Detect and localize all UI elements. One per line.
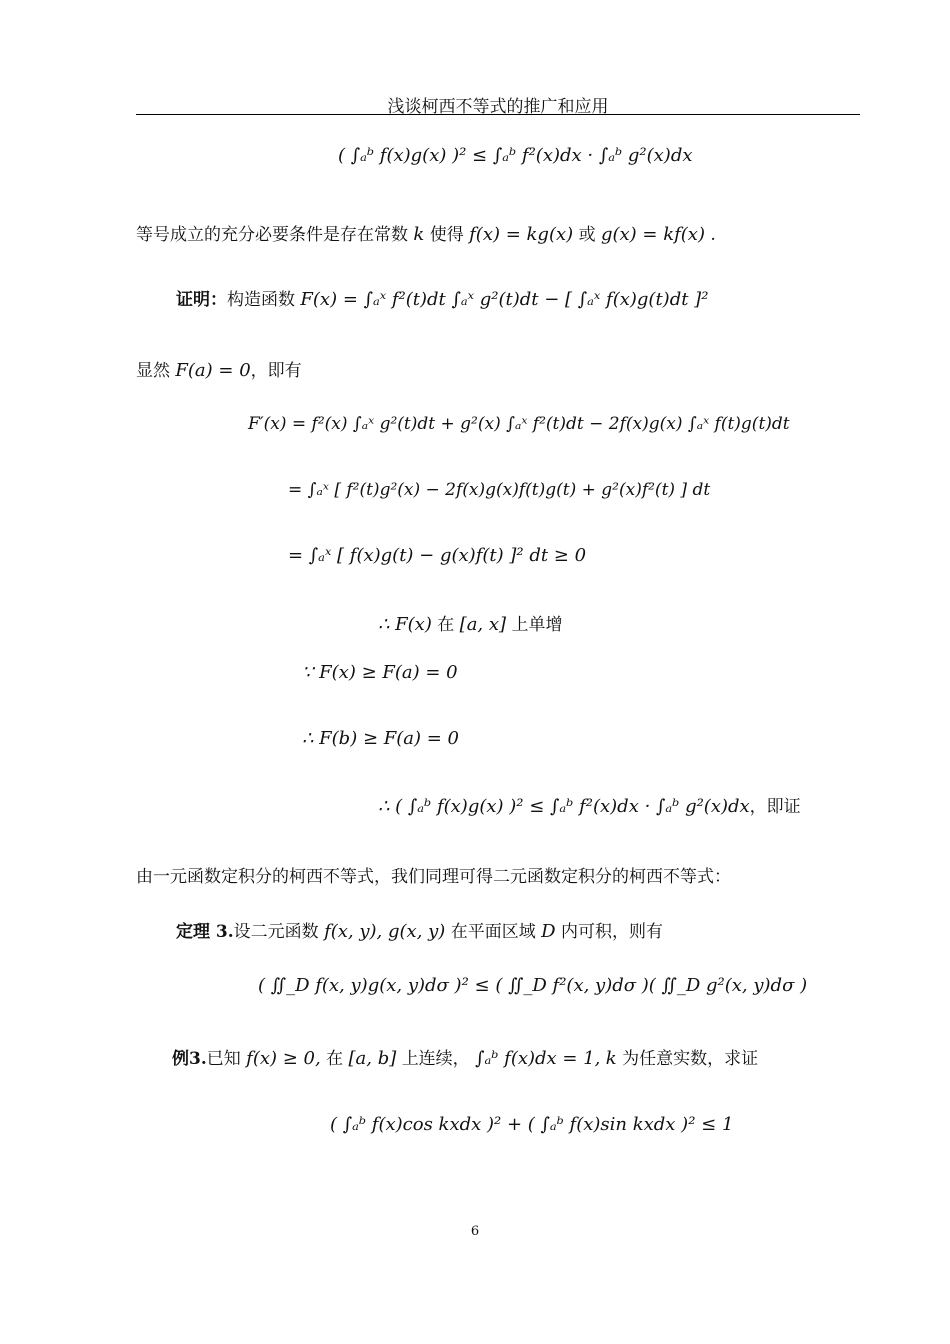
theorem-label: 定理 3. [176, 922, 234, 942]
initial-value-formula: F(a) = 0 [175, 360, 251, 381]
theorem-3-line [176, 917, 663, 942]
example-condition: f(x) ≥ 0, [246, 1048, 321, 1069]
example-text-2: 在 [326, 1049, 344, 1069]
page-number: 6 [470, 1224, 480, 1239]
interval-a-b: [a, b] [348, 1048, 397, 1069]
theorem-functions: f(x, y), g(x, y) [324, 921, 446, 942]
therefore-formula: ∴ F(b) ≥ F(a) = 0 [302, 728, 459, 749]
example-text-4: 为任意实数，求证 [622, 1049, 759, 1069]
derivative-combined-formula: = ∫ₐˣ [ f²(t)g²(x) − 2f(x)g(x)f(t)g(t) + g²(x)f²(t) ] dt [288, 480, 711, 500]
running-header: 浅谈柯西不等式的推广和应用 [387, 97, 609, 117]
on-text: 在 [437, 615, 455, 635]
transition-paragraph: 由一元函数定积分的柯西不等式，我们同理可得二元函数定积分的柯西不等式： [136, 867, 731, 887]
example-label: 例3. [172, 1049, 207, 1069]
such-that-text: 使得 [429, 225, 464, 245]
proved-text: ，即证 [749, 797, 801, 817]
monotonic-line [378, 610, 562, 635]
or-text: 或 [578, 225, 596, 245]
derivative-formula: F′(x) = f²(x) ∫ₐˣ g²(t)dt + g²(x) ∫ₐˣ f²(t)dt − 2f(x)g(x) ∫ₐˣ f(t)g(t)dt [248, 414, 790, 434]
conclusion-formula: ∴ ( ∫ₐᵇ f(x)g(x) )² ≤ ∫ₐᵇ f²(x)dx · ∫ₐᵇ g²(x)dx [378, 796, 750, 817]
double-integral-inequality: ( ∬_D f(x, y)g(x, y)dσ )² ≤ ( ∬_D f²(x, y)dσ )( ∬_D g²(x, y)dσ ) [258, 975, 808, 996]
example-text-1: 已知 [206, 1049, 241, 1069]
monotonic-function: ∴ F(x) [378, 614, 432, 635]
example-3-line [172, 1044, 758, 1069]
theorem-text-3: 内可积，则有 [560, 922, 663, 942]
equality-condition-formula-2: g(x) = kf(x) [600, 224, 705, 245]
initial-value-line [136, 356, 302, 381]
region-D: D [541, 921, 556, 942]
proof-label: 证明： [176, 290, 227, 310]
theorem-text-1: 设二元函数 [233, 922, 319, 942]
trig-integral-inequality: ( ∫ₐᵇ f(x)cos kxdx )² + ( ∫ₐᵇ f(x)sin kxdx )² ≤ 1 [330, 1114, 734, 1135]
obviously-text: 显然 [136, 361, 170, 381]
thus-text: ，即有 [250, 361, 302, 381]
theorem-text-2: 在平面区域 [450, 922, 536, 942]
equality-condition-formula-1: f(x) = kg(x) [469, 224, 574, 245]
header-rule [136, 114, 860, 115]
constant-k: k [413, 224, 425, 245]
cauchy-inequality-formula: ( ∫ₐᵇ f(x)g(x) )² ≤ ∫ₐᵇ f²(x)dx · ∫ₐᵇ g²(x)dx [338, 145, 693, 166]
example-k: k [605, 1048, 617, 1069]
proof-intro-line [176, 285, 708, 310]
auxiliary-function-formula: F(x) = ∫ₐˣ f²(t)dt ∫ₐˣ g²(t)dt − [ ∫ₐˣ f(x)g(t)dt ]² [300, 289, 709, 310]
equality-condition-line [136, 220, 716, 245]
example-integral: ∫ₐᵇ f(x)dx = 1, [475, 1048, 601, 1069]
interval-a-x: [a, x] [459, 614, 507, 635]
derivative-square-formula: = ∫ₐˣ [ f(x)g(t) − g(x)f(t) ]² dt ≥ 0 [288, 545, 587, 566]
proof-intro-text: 构造函数 [227, 290, 295, 310]
example-text-3: 上连续， [401, 1049, 470, 1069]
conclusion-line [378, 792, 801, 817]
because-formula: ∵ F(x) ≥ F(a) = 0 [302, 662, 458, 683]
period: . [710, 225, 716, 245]
increasing-text: 上单增 [511, 615, 563, 635]
equality-condition-text: 等号成立的充分必要条件是存在常数 [136, 225, 408, 245]
